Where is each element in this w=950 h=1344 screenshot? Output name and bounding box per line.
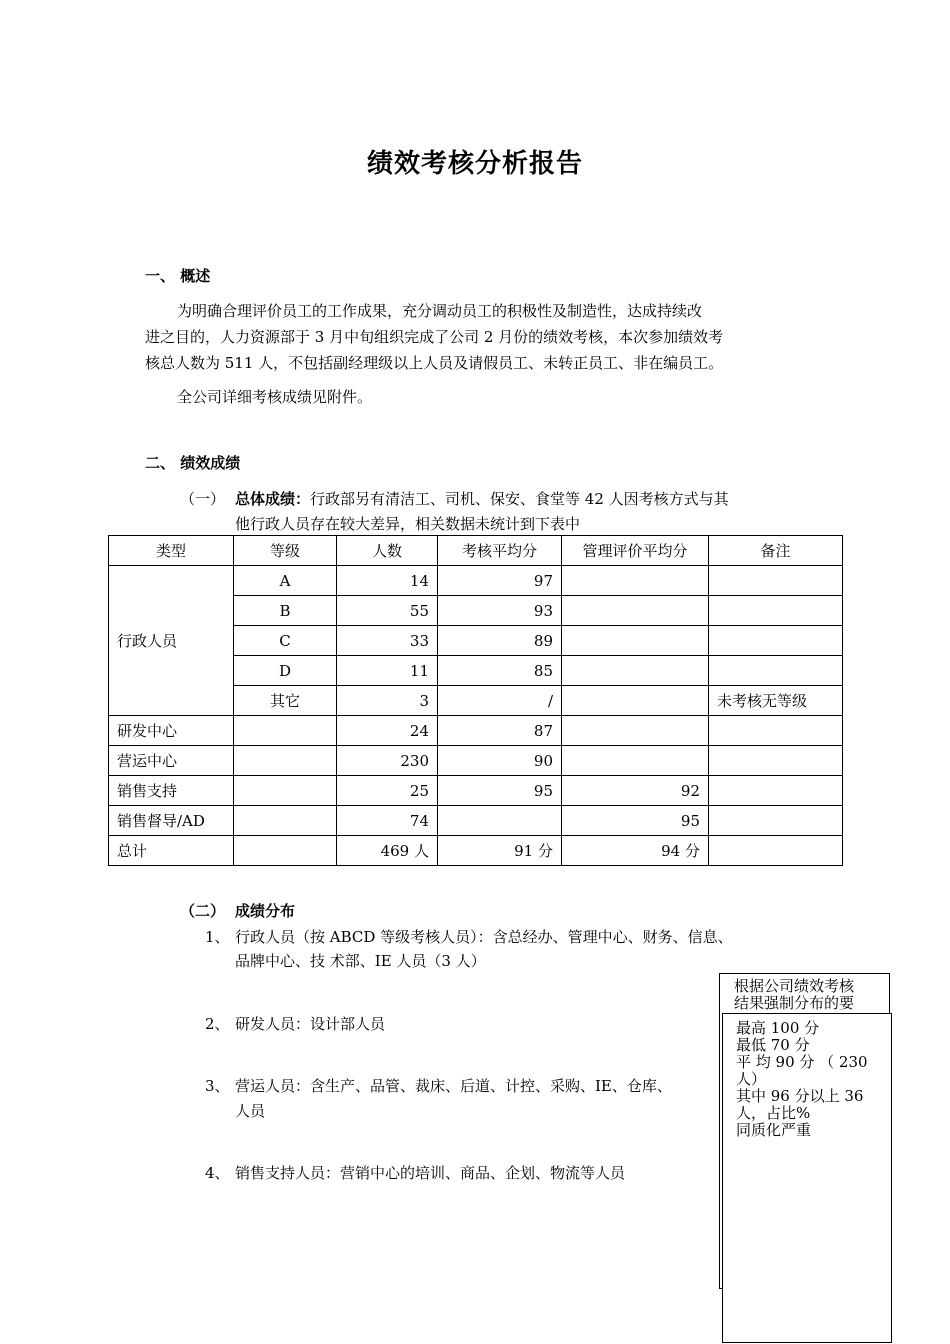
cell-grade: C: [234, 626, 337, 656]
table-row: [109, 566, 843, 596]
header-count: 人数: [337, 536, 438, 566]
stats-line-3: 平 均 90 分 （ 230: [736, 1053, 868, 1071]
comment-box-stats: [722, 1013, 892, 1343]
cell-avg: 87: [438, 716, 562, 746]
sub1-number: （一）: [180, 490, 226, 508]
stats-line-2: 最低 70 分: [736, 1036, 810, 1054]
cell-mgmt: [562, 656, 709, 686]
header-mgmt-avg: 管理评价平均分: [562, 536, 709, 566]
cell-avg: 93: [438, 596, 562, 626]
cell-count: 14: [337, 566, 438, 596]
cell-note: [709, 626, 843, 656]
header-type: 类型: [109, 536, 234, 566]
list-item-line-1: 营运人员：含生产、品管、裁床、后道、计控、采购、IE、仓库、: [235, 1077, 672, 1095]
cell-count: 33: [337, 626, 438, 656]
cell-grade: 其它: [234, 686, 337, 716]
cell-type: 总计: [109, 836, 234, 866]
cell-note: [709, 746, 843, 776]
cell-count: 24: [337, 716, 438, 746]
comment-line-2: 结果强制分布的要: [734, 994, 855, 1012]
list-item-line-1: 行政人员（按 ABCD 等级考核人员）：含总经办、管理中心、财务、信息、: [235, 928, 733, 946]
cell-count: 74: [337, 806, 438, 836]
stats-line-5: 其中 96 分以上 36: [736, 1087, 864, 1105]
attachment-note: 全公司详细考核成绩见附件。: [177, 388, 373, 406]
cell-type: 研发中心: [109, 716, 234, 746]
cell-mgmt: [562, 566, 709, 596]
list-item-number: 4、: [205, 1164, 230, 1182]
stats-line-1: 最高 100 分: [736, 1019, 820, 1037]
overview-line-1: 为明确合理评价员工的工作成果，充分调动员工的积极性及制造性，达成持续改: [177, 302, 703, 320]
section-heading-overview: 一、 概述: [145, 267, 211, 285]
cell-count: 25: [337, 776, 438, 806]
list-item-line-2: 品牌中心、技 术部、IE 人员（3 人）: [235, 952, 486, 970]
cell-avg: /: [438, 686, 562, 716]
cell-count: 11: [337, 656, 438, 686]
cell-count: 55: [337, 596, 438, 626]
cell-avg: 95: [438, 776, 562, 806]
cell-mgmt: [562, 716, 709, 746]
cell-mgmt: [562, 686, 709, 716]
cell-avg: 90: [438, 746, 562, 776]
header-avg: 考核平均分: [438, 536, 562, 566]
cell-mgmt: [562, 626, 709, 656]
sub1-line-1: [235, 488, 729, 509]
stats-line-6: 人，占比%: [736, 1104, 811, 1122]
cell-mgmt: 95: [562, 806, 709, 836]
stats-line-7: 同质化严重: [736, 1121, 812, 1139]
list-item-line-1: 销售支持人员：营销中心的培训、商品、企划、物流等人员: [235, 1164, 626, 1182]
cell-avg: [438, 806, 562, 836]
cell-note: [709, 596, 843, 626]
comment-line-1: 根据公司绩效考核: [734, 977, 855, 995]
sub1-text-2: 他行政人员存在较大差异，相关数据未统计到下表中: [235, 515, 581, 533]
cell-type: 营运中心: [109, 746, 234, 776]
cell-count: 230: [337, 746, 438, 776]
table-row: [109, 746, 843, 776]
list-item-number: 2、: [205, 1015, 230, 1033]
list-item-number: 1、: [205, 928, 230, 946]
table-row: [109, 716, 843, 746]
cell-grade: [234, 746, 337, 776]
cell-type: 销售支持: [109, 776, 234, 806]
overview-line-2: 进之目的，人力资源部于 3 月中旬组织完成了公司 2 月份的绩效考核，本次参加绩效考: [145, 328, 724, 346]
overview-paragraph: [145, 298, 845, 376]
cell-mgmt: [562, 596, 709, 626]
cell-grade: [234, 716, 337, 746]
list-item-line-2: 人员: [235, 1102, 266, 1120]
cell-avg: 85: [438, 656, 562, 686]
performance-table: [108, 535, 843, 866]
cell-count: 469 人: [337, 836, 438, 866]
cell-count: 3: [337, 686, 438, 716]
cell-type: 销售督导/AD: [109, 806, 234, 836]
table-row: [109, 806, 843, 836]
cell-avg: 91 分: [438, 836, 562, 866]
cell-grade: [234, 806, 337, 836]
cell-mgmt: 94 分: [562, 836, 709, 866]
cell-note: [709, 656, 843, 686]
cell-mgmt: 92: [562, 776, 709, 806]
cell-note: 未考核无等级: [709, 686, 843, 716]
table-row: [109, 776, 843, 806]
cell-admin-type: 行政人员: [109, 566, 234, 716]
cell-note: [709, 806, 843, 836]
page-title: 绩效考核分析报告: [366, 149, 583, 179]
sub1-text-1: 行政部另有清洁工、司机、保安、食堂等 42 人因考核方式与其: [310, 490, 729, 508]
cell-grade: [234, 836, 337, 866]
cell-note: [709, 716, 843, 746]
cell-avg: 89: [438, 626, 562, 656]
cell-note: [709, 566, 843, 596]
cell-avg: 97: [438, 566, 562, 596]
cell-grade: [234, 776, 337, 806]
sub2-title: 成绩分布: [235, 902, 296, 920]
cell-note: [709, 776, 843, 806]
stats-line-4: 人）: [736, 1070, 767, 1088]
table-total-row: [109, 836, 843, 866]
cell-grade: D: [234, 656, 337, 686]
list-item-line-1: 研发人员：设计部人员: [235, 1015, 386, 1033]
cell-note: [709, 836, 843, 866]
overview-line-3: 核总人数为 511 人，不包括副经理级以上人员及请假员工、未转正员工、非在编员工。: [145, 354, 724, 372]
sub2-number: （二）: [180, 902, 226, 920]
cell-mgmt: [562, 746, 709, 776]
header-note: 备注: [709, 536, 843, 566]
table-header-row: [109, 536, 843, 566]
header-grade: 等级: [234, 536, 337, 566]
section-heading-performance: 二、 绩效成绩: [145, 454, 241, 472]
list-item-number: 3、: [205, 1077, 230, 1095]
cell-grade: A: [234, 566, 337, 596]
sub1-title: 总体成绩：: [235, 490, 311, 508]
cell-grade: B: [234, 596, 337, 626]
